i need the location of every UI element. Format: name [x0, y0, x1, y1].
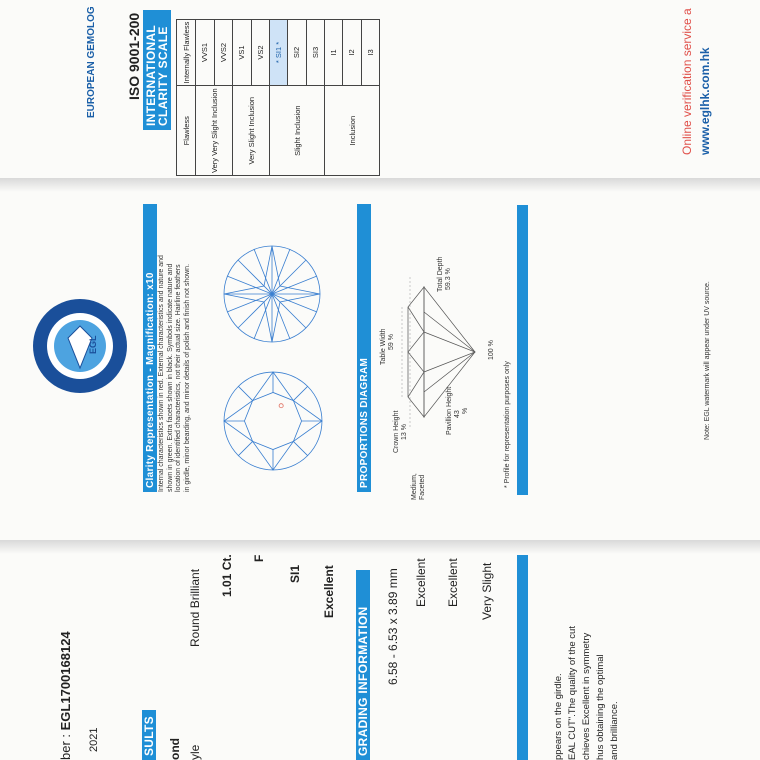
- girdle-sub: Faceted: [419, 474, 426, 500]
- result-label-0: ond: [168, 738, 182, 760]
- clarity-grade: VS1: [233, 19, 252, 86]
- clarity-scale-row: [325, 19, 343, 175]
- result-carat: 1.01 Ct.: [220, 554, 234, 597]
- grading-measurements: 6.58 - 6.53 x 3.89 mm: [386, 568, 400, 685]
- clarity-rep-line: Internal characteristics shown in red. External characteristics and nature and: [158, 255, 165, 492]
- clarity-scale-table: [176, 19, 380, 176]
- diameter-value: 100 %: [488, 340, 495, 360]
- comment-line: and brilliance.: [609, 701, 620, 760]
- clarity-rep-heading: Clarity Representation - Magnification: x10: [143, 204, 157, 492]
- clarity-grade: I2: [343, 19, 361, 86]
- results-heading: SULTS: [142, 710, 156, 760]
- clarity-grade: SI2: [288, 19, 306, 86]
- report-number-row: [58, 631, 73, 760]
- total-depth-value: 59.3 %: [445, 268, 452, 290]
- clarity-scale-heading-2: CLARITY SCALE: [156, 26, 170, 126]
- grading-polish: Excellent: [414, 558, 428, 607]
- comments: [552, 626, 622, 760]
- clarity-group: Flawless: [177, 86, 196, 176]
- diamond-crown-plot: [222, 370, 324, 472]
- pavilion-value: 43: [454, 410, 461, 418]
- clarity-scale-row: [233, 19, 252, 175]
- proportions-heading: PROPORTIONS DIAGRAM: [357, 204, 371, 492]
- comment-line: EAL CUT".The quality of the cut: [567, 626, 578, 760]
- clarity-scale-row: [270, 19, 288, 175]
- divider-band: [517, 205, 528, 495]
- proportions-note: * Profile for representation purposes only: [504, 361, 511, 488]
- comment-line: ppears on the girdle.: [553, 673, 564, 760]
- report-number-label: ber :: [58, 733, 73, 760]
- result-shape: Round Brilliant: [188, 568, 202, 647]
- result-clarity: SI1: [288, 564, 302, 583]
- comment-line: hus obtaining the optimal: [595, 654, 606, 760]
- website-link[interactable]: www.eglhk.com.hk: [698, 47, 712, 155]
- uv-note: Note: EGL watermark will appear under UV source.: [704, 281, 711, 440]
- report-number: EGL1700168124: [58, 631, 73, 731]
- grading-heading: GRADING INFORMATION: [356, 570, 370, 760]
- clarity-grade: VVS2: [214, 19, 233, 86]
- iso-label: ISO 9001-200: [126, 12, 142, 100]
- clarity-rep-line: location of identified characteristics, not their actual size. Hairline feathers: [175, 264, 182, 492]
- result-color: F: [252, 554, 266, 562]
- table-width-value: 59 %: [388, 334, 395, 350]
- clarity-grade: I3: [361, 19, 379, 86]
- crown-height-label: Crown Height: [393, 410, 400, 453]
- egl-logo: [30, 296, 130, 396]
- clarity-scale-heading-1: INTERNATIONAL: [144, 24, 158, 126]
- grading-symmetry: Excellent: [446, 558, 460, 607]
- clarity-scale-row: [196, 19, 215, 175]
- logo-initials: EGL: [88, 335, 98, 354]
- clarity-group: Very Very Slight Inclusion: [196, 86, 233, 176]
- lab-name: EUROPEAN GEMOLOG: [86, 6, 97, 118]
- fold-line: [0, 178, 760, 192]
- clarity-grade: Internally Flawless: [177, 19, 196, 86]
- clarity-scale-heading: [143, 10, 171, 130]
- divider-band: [517, 555, 528, 760]
- grading-fluorescence: Very Slight: [480, 562, 494, 620]
- clarity-grade: I1: [325, 19, 343, 86]
- fold-line: [0, 540, 760, 554]
- clarity-scale-row: [177, 19, 196, 175]
- clarity-group: Slight Inclusion: [270, 86, 325, 176]
- comment-line: chieves Excellent in symmetry: [581, 632, 592, 760]
- clarity-rep-line: in girdle, minor bearding, and minor details of polish and finish not shown.: [183, 263, 191, 492]
- clarity-grade: VS2: [251, 19, 270, 86]
- verification-text: Online verification service a: [680, 8, 694, 155]
- pavilion-label: Pavillion Height: [446, 386, 453, 435]
- clarity-grade: * SI1 *: [270, 19, 288, 86]
- total-depth-label: Total Depth: [437, 256, 444, 292]
- table-width-label: Table Width: [380, 328, 387, 365]
- clarity-rep-description: [158, 255, 192, 492]
- diamond-pavilion-plot: [222, 244, 322, 344]
- clarity-grade: SI3: [306, 19, 324, 86]
- clarity-group: Very Slight Inclusion: [233, 86, 270, 176]
- crown-height-value: 13 %: [401, 424, 408, 440]
- clarity-group: Inclusion: [325, 86, 380, 176]
- report-year: 2021: [88, 727, 100, 752]
- result-cut: Excellent: [322, 565, 336, 618]
- result-label-1: yle: [188, 744, 202, 760]
- pavilion-unit: %: [462, 407, 469, 414]
- clarity-grade: VVS1: [196, 19, 215, 86]
- girdle-label: Medium,: [411, 473, 418, 500]
- clarity-rep-line: shown in green. Extra facets shown in black. Symbols indicate nature and: [166, 263, 174, 492]
